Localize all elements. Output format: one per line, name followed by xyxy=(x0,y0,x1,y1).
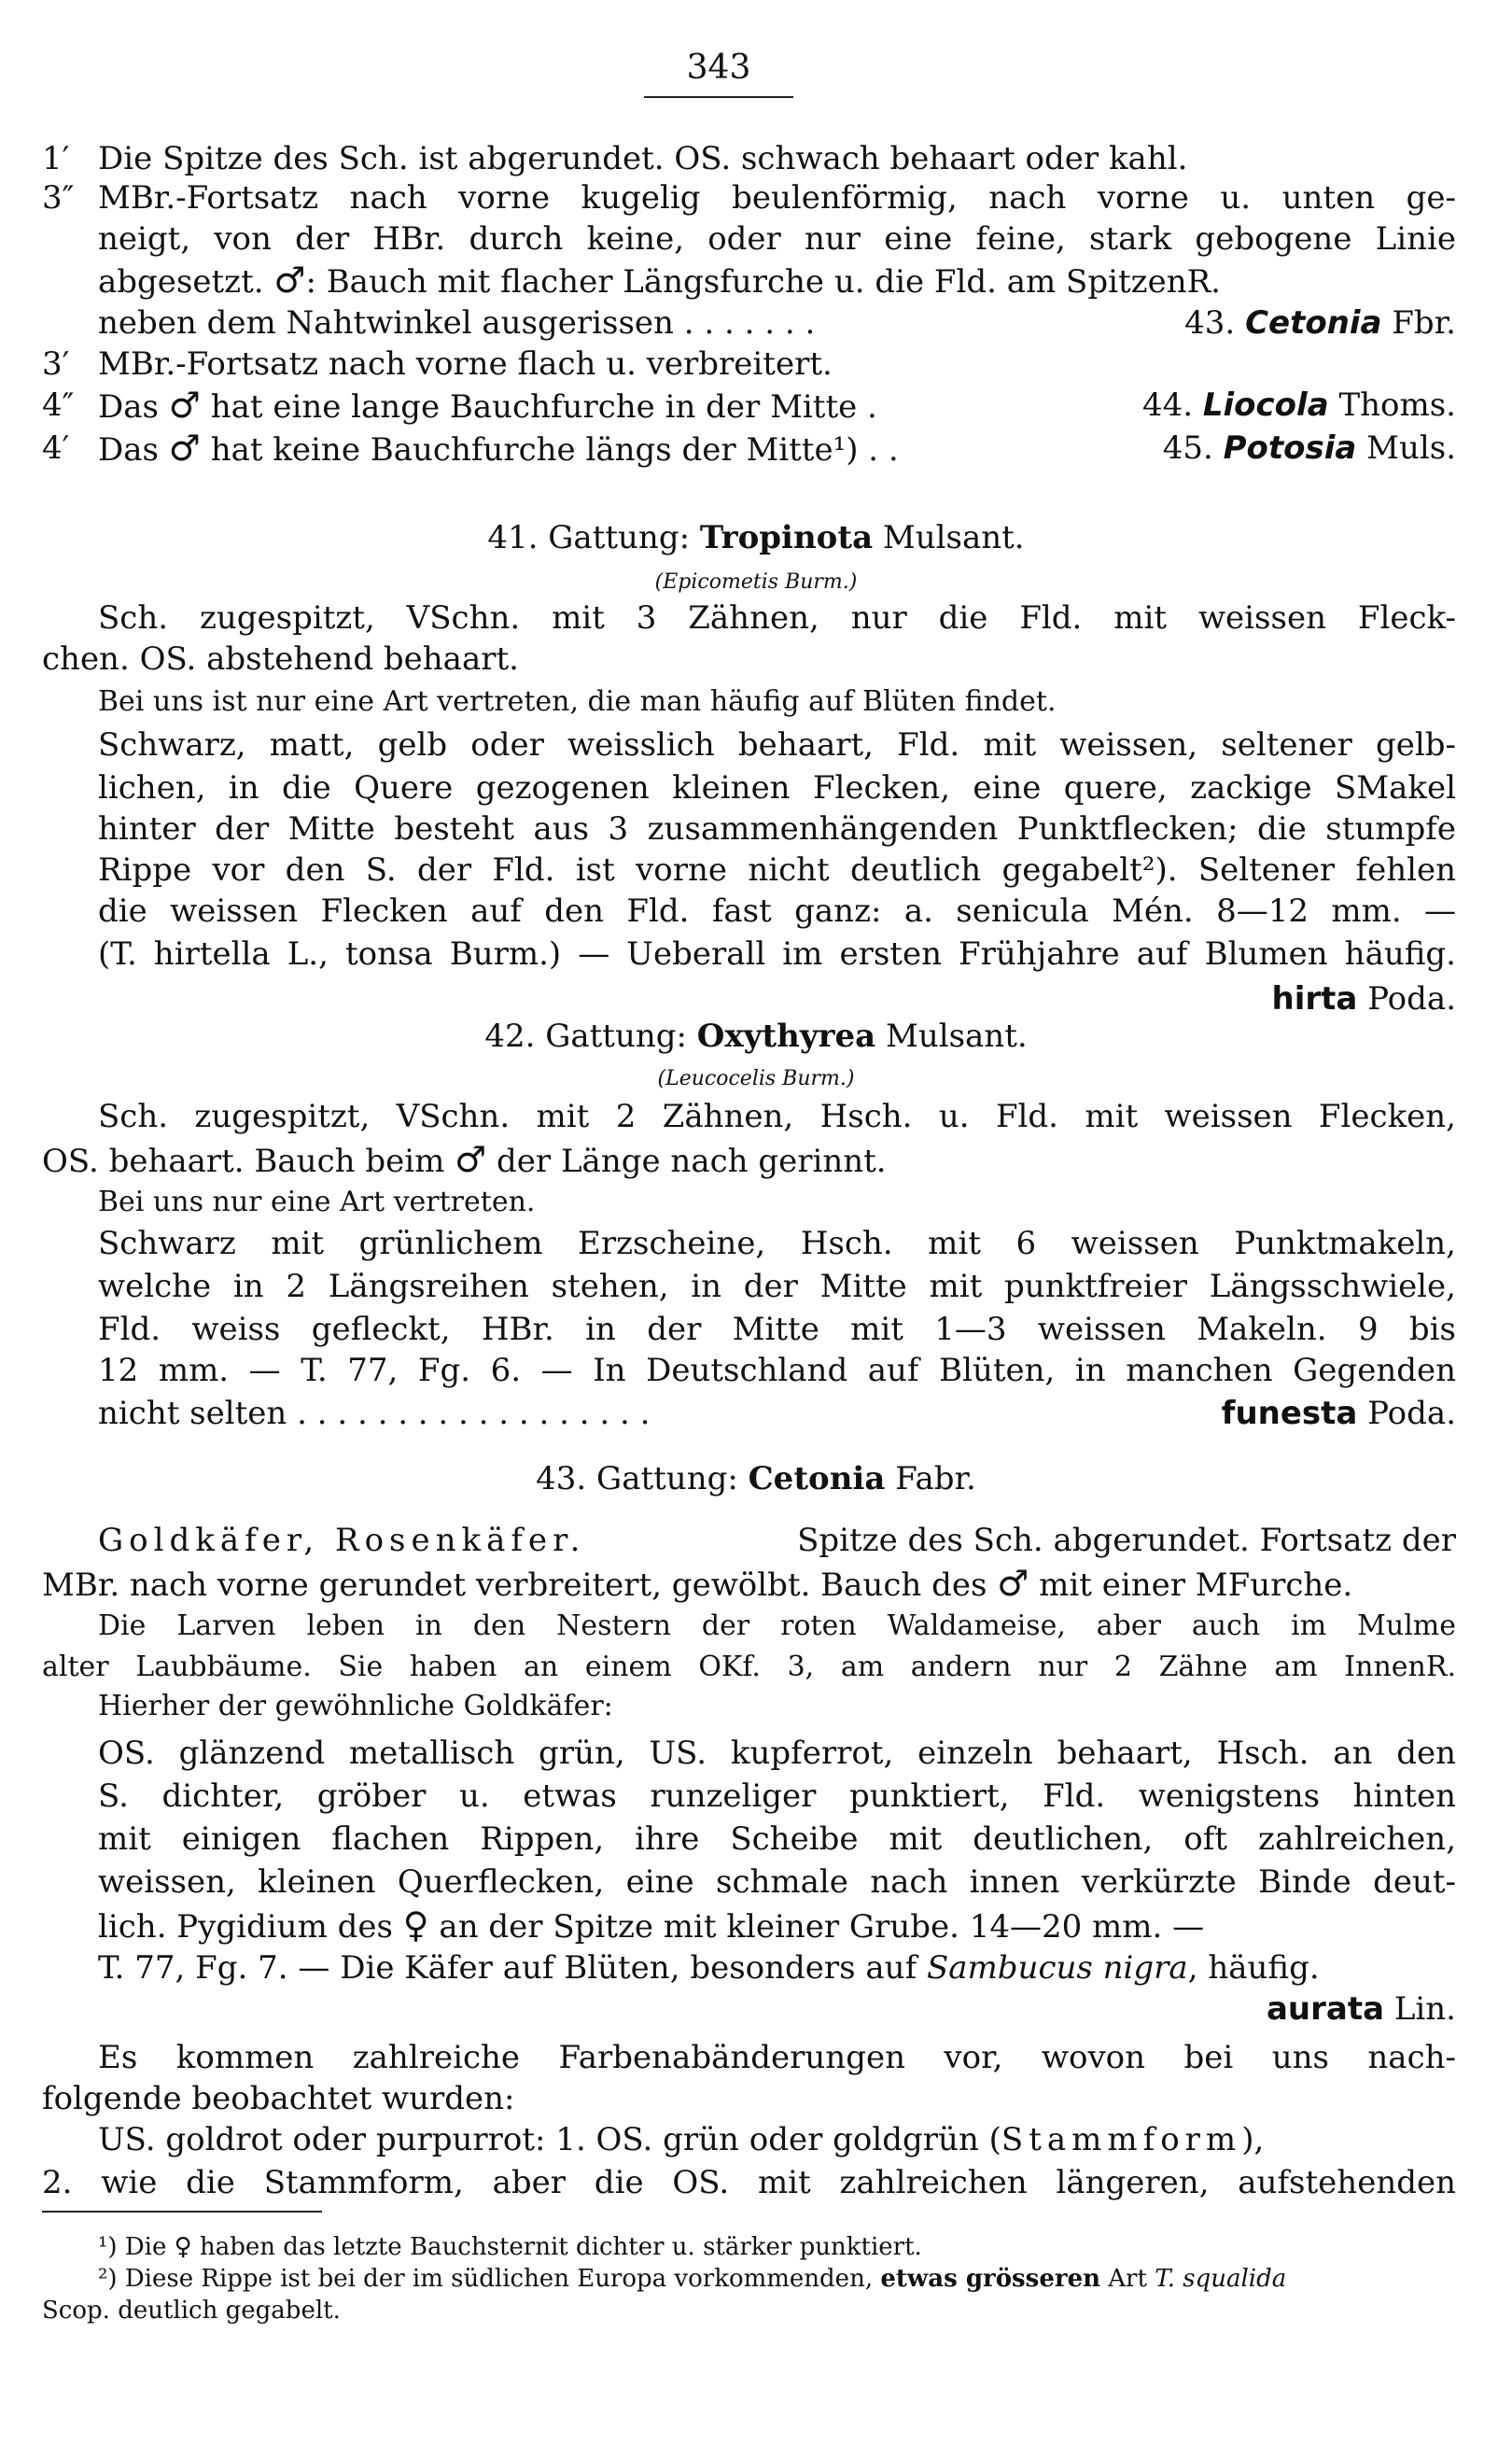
genus-potosia-ref: Potosia xyxy=(1223,429,1357,467)
genus-43-heading: 43. Gattung: Cetonia Fabr. xyxy=(536,1460,976,1497)
genus-41-text-9: (T. hirtella L., tonsa Burm.) — Ueberall im ersten Frühjahre auf Blumen häufig. xyxy=(98,935,1456,973)
key-ref-43: 43. Cetonia Fbr. xyxy=(1184,304,1456,342)
male-symbol-icon: ♂ xyxy=(997,1563,1029,1604)
female-symbol-icon: ♀ xyxy=(174,2233,192,2261)
male-symbol-icon: ♂ xyxy=(168,385,201,426)
genus-43-text-4: alter Laubbäume. Sie haben an einem OKf. 3, am andern nur 2 Zähne am InnenR. xyxy=(42,1651,1456,1683)
genus-43-text-15: 2. wie die Stammform, aber die OS. mit zahlreichen längeren, aufstehenden xyxy=(42,2164,1456,2201)
genus-41-text-8: die weissen Flecken auf den Fld. fast ganz: a. senicula Mén. 8—12 mm. — xyxy=(98,892,1456,930)
genus-42-text-8: nicht selten . . . . . . . . . . . . . . . . . . funesta Poda. xyxy=(98,1395,1456,1432)
species-funesta: funesta Poda. xyxy=(1221,1395,1456,1432)
genus-43-text-9: weissen, kleinen Querflecken, eine schmale nach innen verkürzte Binde deut- xyxy=(98,1863,1456,1901)
footnote-2: ²) Diese Rippe ist bei der im südlichen Europa vorkommenden, etwas grösseren Art T. squalida xyxy=(98,2265,1287,2293)
genus-43-text-1: Goldkäfer, Rosenkäfer. Spitze des Sch. abgerundet. Fortsatz der xyxy=(98,1522,1456,1559)
genus-41-text-1: Sch. zugespitzt, VSchn. mit 3 Zähnen, nur die Fld. mit weissen Fleck- xyxy=(98,599,1456,637)
species-hirta: hirta Poda. xyxy=(1271,980,1456,1018)
genus-43-text-12: Es kommen zahlreiche Farbenabänderungen vor, wovon bei uns nach- xyxy=(98,2039,1456,2076)
genus-41-heading: 41. Gattung: Tropinota Mulsant. xyxy=(487,519,1025,556)
genus-cetonia-ref: Cetonia xyxy=(1245,304,1382,342)
footnote-rule xyxy=(42,2211,322,2213)
genus-41-text-6: hinter der Mitte besteht aus 3 zusammenhängenden Punktflecken; die stumpfe xyxy=(98,810,1456,848)
genus-43-text-5: Hierher der gewöhnliche Goldkäfer: xyxy=(98,1690,613,1722)
common-name: Goldkäfer, Rosenkäfer. xyxy=(98,1522,586,1559)
genus-42-text-7: 12 mm. — T. 77, Fg. 6. — In Deutschland auf Blüten, in manchen Gegenden xyxy=(98,1352,1456,1389)
genus-42-synonym: (Leucocelis Burm.) xyxy=(657,1067,855,1090)
male-symbol-icon: ♂ xyxy=(168,428,201,469)
page-number: 343 xyxy=(686,49,751,87)
footnote-1: ¹) Die ♀ haben das letzte Bauchsternit dichter u. stärker punktiert. xyxy=(98,2233,922,2261)
book-page: 343 1′ Die Spitze des Sch. ist abgerundet. OS. schwach behaart oder kahl. 3″ MBr.-Fortsatz nach vorne kugelig beulenförmig, nach vorne u. unten ge- neigt, von der HBr. durch keine, oder nur eine feine, stark gebogene Linie abgesetzt. ♂: Bauch mit flacher Längsfurche u. die Fld. am SpitzenR. neben dem Nahtwinkel ausgerissen . . . . . . . 43. Cetonia Fbr. 3′ MBr.-Fortsatz nach vorne flach u. verbreitert. 4″ Das ♂ hat eine lange Bauchfurche in der Mitte . 44. Liocola Thoms. 4′ Das ♂ hat keine Bauchfurche längs der Mitte¹) . . 45. Potosia Muls. 41. Gattung: Tropinota Mulsant. (Epicometis Burm.) Sch. zugespitzt, VSchn. mit 3 Zähnen, nur die Fld. mit weissen Fleck- chen. OS. abstehend behaart. Bei uns ist nur eine Art vertreten, die man häufig auf Blüten findet. Schwarz, matt, gelb oder weisslich behaart, Fld. mit weissen, seltener gelb- lichen, in die Quere gezogenen kleinen Flecken, eine quere, zackige SMakel hinter der Mitte besteht aus 3 zusammenhängenden Punktflecken; die stumpfe Rippe vor den S. der Fld. ist vorne nicht deutlich gegabelt²). Seltener fehlen die weissen Flecken auf den Fld. fast ganz: a. senicula Mén. 8—12 mm. — (T. hirtella L., tonsa Burm.) — Ueberall im ersten Frühjahre auf Blumen häufig. hirta Poda. 42. Gattung: Oxythyrea Mulsant. (Leucocelis Burm.) Sch. zugespitzt, VSchn. mit 2 Zähnen, Hsch. u. Fld. mit weissen Flecken, OS. behaart. Bauch beim ♂ der Länge nach gerinnt. Bei uns nur eine Art vertreten. Schwarz mit grünlichem Erzscheine, Hsch. mit 6 weissen Punktmakeln, welche in 2 Längsreihen stehen, in der Mitte mit punktfreier Längsschwiele, Fld. weiss gefleckt, HBr. in der Mitte mit 1—3 weissen Makeln. 9 bis 12 mm. — T. 77, Fg. 6. — In Deutschland auf Blüten, in manchen Gegenden nicht selten . . . . . . . . . . . . . . . . . . funesta Poda. 43. Gattung: Cetonia Fabr. Goldkäfer, Rosenkäfer. Spitze des Sch. abgerundet. Fortsatz der MBr. nach vorne gerundet verbreitert, gewölbt. Bauch des ♂ mit einer MFurche. Die Larven leben in den Nestern der roten Waldameise, aber auch im Mulme alter Laubbäume. Sie haben an einem OKf. 3, am andern nur 2 Zähne am InnenR. Hierher der gewöhnliche Goldkäfer: OS. glänzend metallisch grün, US. kupferrot, einzeln behaart, Hsch. an den S. dichter, gröber u. etwas runzeliger punktiert, Fld. wenigstens hinten mit einigen flachen Rippen, ihre Scheibe mit deutlichen, oft zahlreichen, weissen, kleinen Querflecken, eine schmale nach innen verkürzte Binde deut- lich. Pygidium des ♀ an der Spitze mit kleiner Grube. 14—20 mm. — T. 77, Fg. 7. — Die Käfer auf Blüten, besonders auf Sambucus nigra, häufig. aurata Lin. Es kommen zahlreiche Farbenabänderungen vor, wovon bei uns nach- folgende beobachtet wurden: US. goldrot oder purpurrot: 1. OS. grün oder goldgrün (Stammform), 2. wie die Stammform, aber die OS. mit zahlreichen längeren, aufstehenden ¹) Die ♀ haben das letzte Bauchsternit dichter u. stärker punktiert. ²) Diese Rippe ist bei der im südlichen Europa vorkommenden, etwas grösseren Art T. squalida Scop. deutlich gegabelt. xyxy=(0,0,1512,2445)
page-number-rule xyxy=(644,96,793,98)
key-line-5: neben dem Nahtwinkel ausgerissen . . . . . . . 43. Cetonia Fbr. xyxy=(98,304,1456,342)
genus-41-text-7: Rippe vor den S. der Fld. ist vorne nicht deutlich gegabelt²). Seltener fehlen xyxy=(98,851,1456,889)
male-symbol-icon: ♂ xyxy=(455,1139,487,1180)
genus-42-text-2: OS. behaart. Bauch beim ♂ der Länge nach gerinnt. xyxy=(42,1139,887,1180)
genus-43-text-8: mit einigen flachen Rippen, ihre Scheibe mit deutlichen, oft zahlreichen, xyxy=(98,1820,1456,1858)
genus-42-text-3: Bei uns nur eine Art vertreten. xyxy=(98,1186,536,1218)
footnote-2-cont: Scop. deutlich gegabelt. xyxy=(42,2297,341,2325)
species-aurata: aurata Lin. xyxy=(1266,1990,1456,2028)
genus-43-text-7: S. dichter, gröber u. etwas runzeliger punktiert, Fld. wenigstens hinten xyxy=(98,1778,1456,1815)
genus-43-text-3: Die Larven leben in den Nestern der roten Waldameise, aber auch im Mulme xyxy=(98,1609,1456,1642)
key-line-4: abgesetzt. ♂: Bauch mit flacher Längsfurche u. die Fld. am SpitzenR. xyxy=(98,260,1221,301)
genus-41-text-4: Schwarz, matt, gelb oder weisslich behaart, Fld. mit weissen, seltener gelb- xyxy=(98,726,1456,764)
genus-42-text-6: Fld. weiss gefleckt, HBr. in der Mitte mit 1—3 weissen Makeln. 9 bis xyxy=(98,1311,1456,1348)
genus-41-text-5: lichen, in die Quere gezogenen kleinen Flecken, eine quere, zackige SMakel xyxy=(98,769,1456,807)
genus-43-text-2: MBr. nach vorne gerundet verbreitert, gewölbt. Bauch des ♂ mit einer MFurche. xyxy=(42,1563,1353,1604)
genus-43-text-11: T. 77, Fg. 7. — Die Käfer auf Blüten, besonders auf Sambucus nigra, häufig. xyxy=(98,1949,1320,1987)
genus-42-text-5: welche in 2 Längsreihen stehen, in der Mitte mit punktfreier Längsschwiele, xyxy=(98,1268,1456,1305)
genus-42-text-1: Sch. zugespitzt, VSchn. mit 2 Zähnen, Hsch. u. Fld. mit weissen Flecken, xyxy=(98,1098,1456,1135)
genus-41-text-3: Bei uns ist nur eine Art vertreten, die man häufig auf Blüten findet. xyxy=(98,685,1057,718)
genus-42-text-4: Schwarz mit grünlichem Erzscheine, Hsch. mit 6 weissen Punktmakeln, xyxy=(98,1225,1456,1262)
genus-43-text-14: US. goldrot oder purpurrot: 1. OS. grün oder goldgrün (Stammform), xyxy=(98,2121,1265,2158)
genus-liocola-ref: Liocola xyxy=(1202,386,1329,424)
female-symbol-icon: ♀ xyxy=(402,1904,429,1946)
genus-43-text-10: lich. Pygidium des ♀ an der Spitze mit kleiner Grube. 14—20 mm. — xyxy=(98,1904,1205,1946)
genus-43-text-6: OS. glänzend metallisch grün, US. kupferrot, einzeln behaart, Hsch. an den xyxy=(98,1735,1456,1772)
genus-43-text-13: folgende beobachtet wurden: xyxy=(42,2080,515,2117)
male-symbol-icon: ♂ xyxy=(273,260,306,301)
key-line-3: neigt, von der HBr. durch keine, oder nur eine feine, stark gebogene Linie xyxy=(98,220,1456,258)
genus-41-text-2: chen. OS. abstehend behaart. xyxy=(42,640,519,678)
genus-42-heading: 42. Gattung: Oxythyrea Mulsant. xyxy=(484,1018,1028,1055)
genus-41-synonym: (Epicometis Burm.) xyxy=(654,570,858,594)
